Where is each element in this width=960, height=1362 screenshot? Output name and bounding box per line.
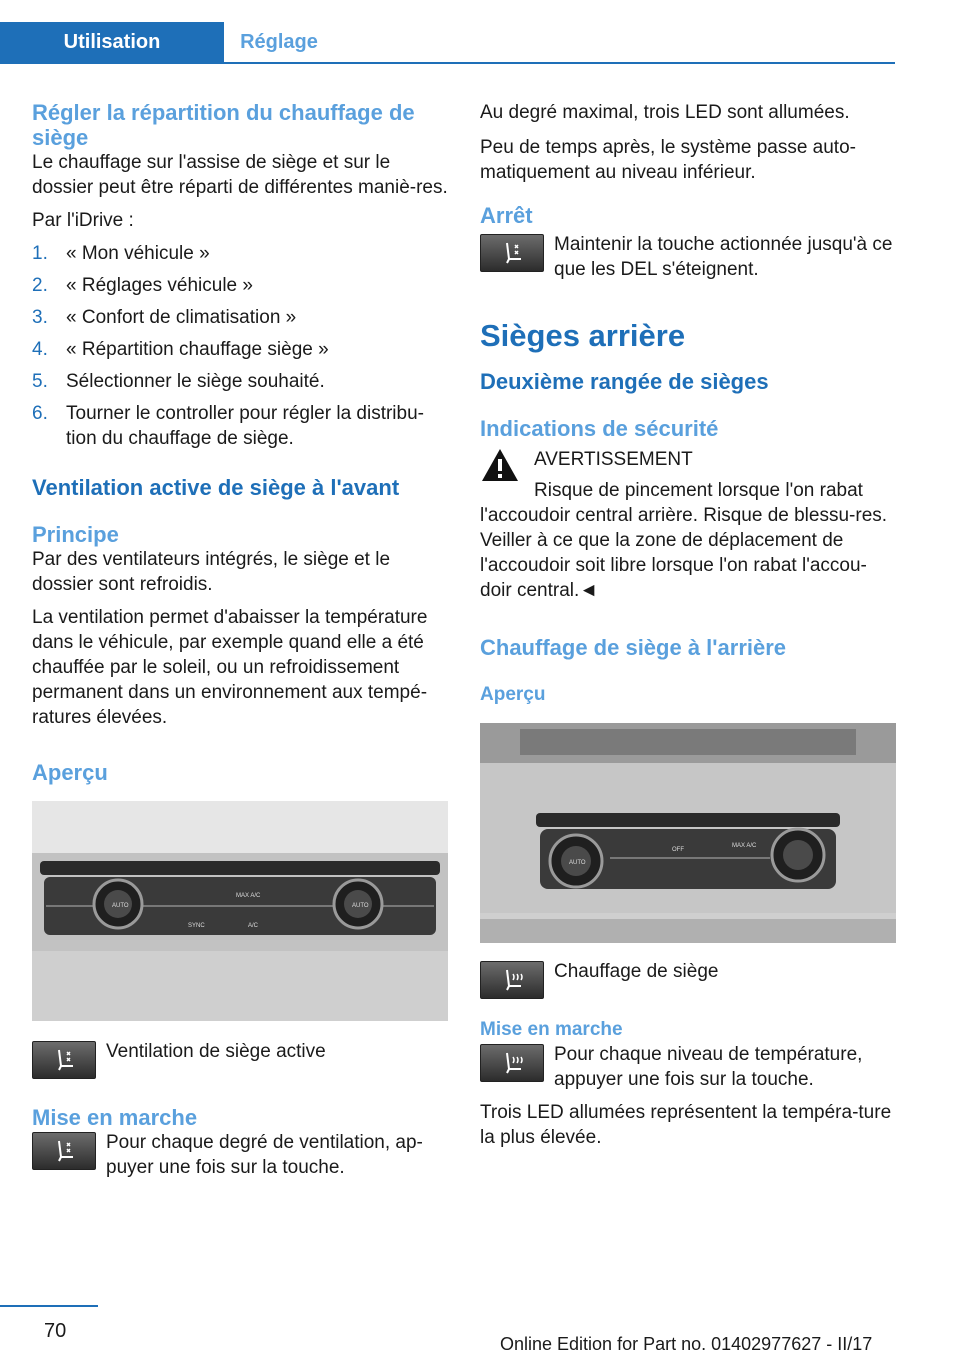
footer-rule — [0, 1305, 98, 1307]
front-climate-panel-photo — [32, 801, 448, 1021]
seat-ventilation-icon — [480, 234, 544, 272]
edition-note: Online Edition for Part no. 01402977627 - II/17 — [500, 1334, 873, 1354]
tab-reglage[interactable]: Réglage — [240, 31, 318, 53]
warning-text: Risque de pincement lorsque l'on rabat l'accoudoir central arrière. Risque de blessu-res. Veiller à ce que la zone de déplacement de l'accoudoir soit libre lorsque l'on rabat l'accou-doir central.◄ — [480, 480, 888, 601]
seat-heating-icon — [480, 1044, 544, 1082]
idrive-steps — [32, 241, 448, 451]
photo-label: A/C — [248, 923, 259, 929]
seat-ventilation-off — [480, 232, 896, 282]
list-item: 3. « Confort de climatisation » — [32, 307, 297, 328]
heading-principe: Principe — [32, 522, 119, 547]
heading-seat-heating-distribution: Régler la répartition du chauffage de siège — [32, 100, 415, 150]
list-item: 1. « Mon véhicule » — [32, 243, 210, 264]
photo-label: AUTO — [112, 903, 129, 909]
photo-label: MAX A/C — [732, 843, 757, 849]
heading-active-ventilation: Ventilation active de siège à l'avant — [32, 475, 400, 500]
heading-apercu: Aperçu — [32, 760, 108, 785]
photo-label: MAX A/C — [236, 893, 261, 899]
warning-title: AVERTISSEMENT — [534, 449, 693, 470]
paragraph: Pour chaque niveau de température, appuyer une fois sur la touche. — [554, 1044, 863, 1090]
paragraph: Le chauffage sur l'assise de siège et sur le dossier peut être réparti de différentes maniè-res. — [32, 152, 448, 198]
heading-safety: Indications de sécurité — [480, 416, 719, 441]
list-item: 6. Tourner le controller pour régler la distribu-tion du chauffage de siège. — [32, 403, 424, 449]
rear-climate-panel-photo — [480, 723, 896, 943]
seat-ventilation-on — [32, 1130, 448, 1180]
seat-heating-on — [480, 1042, 896, 1092]
right-column — [480, 100, 896, 1158]
paragraph: Par l'iDrive : — [32, 210, 134, 231]
tab-utilisation[interactable]: Utilisation — [0, 22, 224, 62]
heading-mise-en-marche: Mise en marche — [32, 1105, 198, 1130]
heading-mise-en-marche-rear: Mise en marche — [480, 1019, 623, 1040]
seat-ventilation-key — [32, 1039, 448, 1079]
paragraph: Peu de temps après, le système passe auto-matiquement au niveau inférieur. — [480, 137, 856, 183]
list-item: 5. Sélectionner le siège souhaité. — [32, 371, 325, 392]
chapter-tabs — [0, 22, 895, 64]
page-number: 70 — [44, 1320, 67, 1342]
heading-second-row: Deuxième rangée de sièges — [480, 369, 769, 394]
warning-triangle-icon — [480, 447, 520, 483]
paragraph: Par des ventilateurs intégrés, le siège et le dossier sont refroidis. — [32, 549, 391, 595]
paragraph: La ventilation permet d'abaisser la température dans le véhicule, par exemple quand elle a été chauffée par le soleil, ou un refroidissement permanent dans un environnement aux tempé-ratures élevées. — [32, 607, 428, 728]
paragraph: Maintenir la touche actionnée jusqu'à ce que les DEL s'éteignent. — [554, 234, 893, 280]
icon-caption: Ventilation de siège active — [106, 1041, 326, 1062]
list-item: 2. « Réglages véhicule » — [32, 275, 253, 296]
seat-heating-key — [480, 959, 896, 999]
seat-ventilation-icon — [32, 1041, 96, 1079]
paragraph: Au degré maximal, trois LED sont allumées. — [480, 102, 850, 123]
list-item: 4. « Répartition chauffage siège » — [32, 339, 329, 360]
heading-apercu-rear: Aperçu — [480, 684, 546, 705]
photo-label: OFF — [672, 847, 684, 853]
photo-label: AUTO — [569, 860, 586, 866]
heading-rear-seat-heating: Chauffage de siège à l'arrière — [480, 635, 787, 660]
seat-heating-icon — [480, 961, 544, 999]
heading-rear-seats: Sièges arrière — [480, 318, 686, 353]
seat-ventilation-icon — [32, 1132, 96, 1170]
photo-label: SYNC — [188, 923, 205, 929]
icon-caption: Chauffage de siège — [554, 961, 719, 982]
photo-label: AUTO — [352, 903, 369, 909]
paragraph: Pour chaque degré de ventilation, ap-puyer une fois sur la touche. — [106, 1132, 423, 1178]
left-column — [32, 100, 448, 1188]
paragraph: Trois LED allumées représentent la tempéra-ture la plus élevée. — [480, 1102, 892, 1148]
warning-block — [480, 447, 896, 472]
heading-arret: Arrêt — [480, 203, 533, 228]
